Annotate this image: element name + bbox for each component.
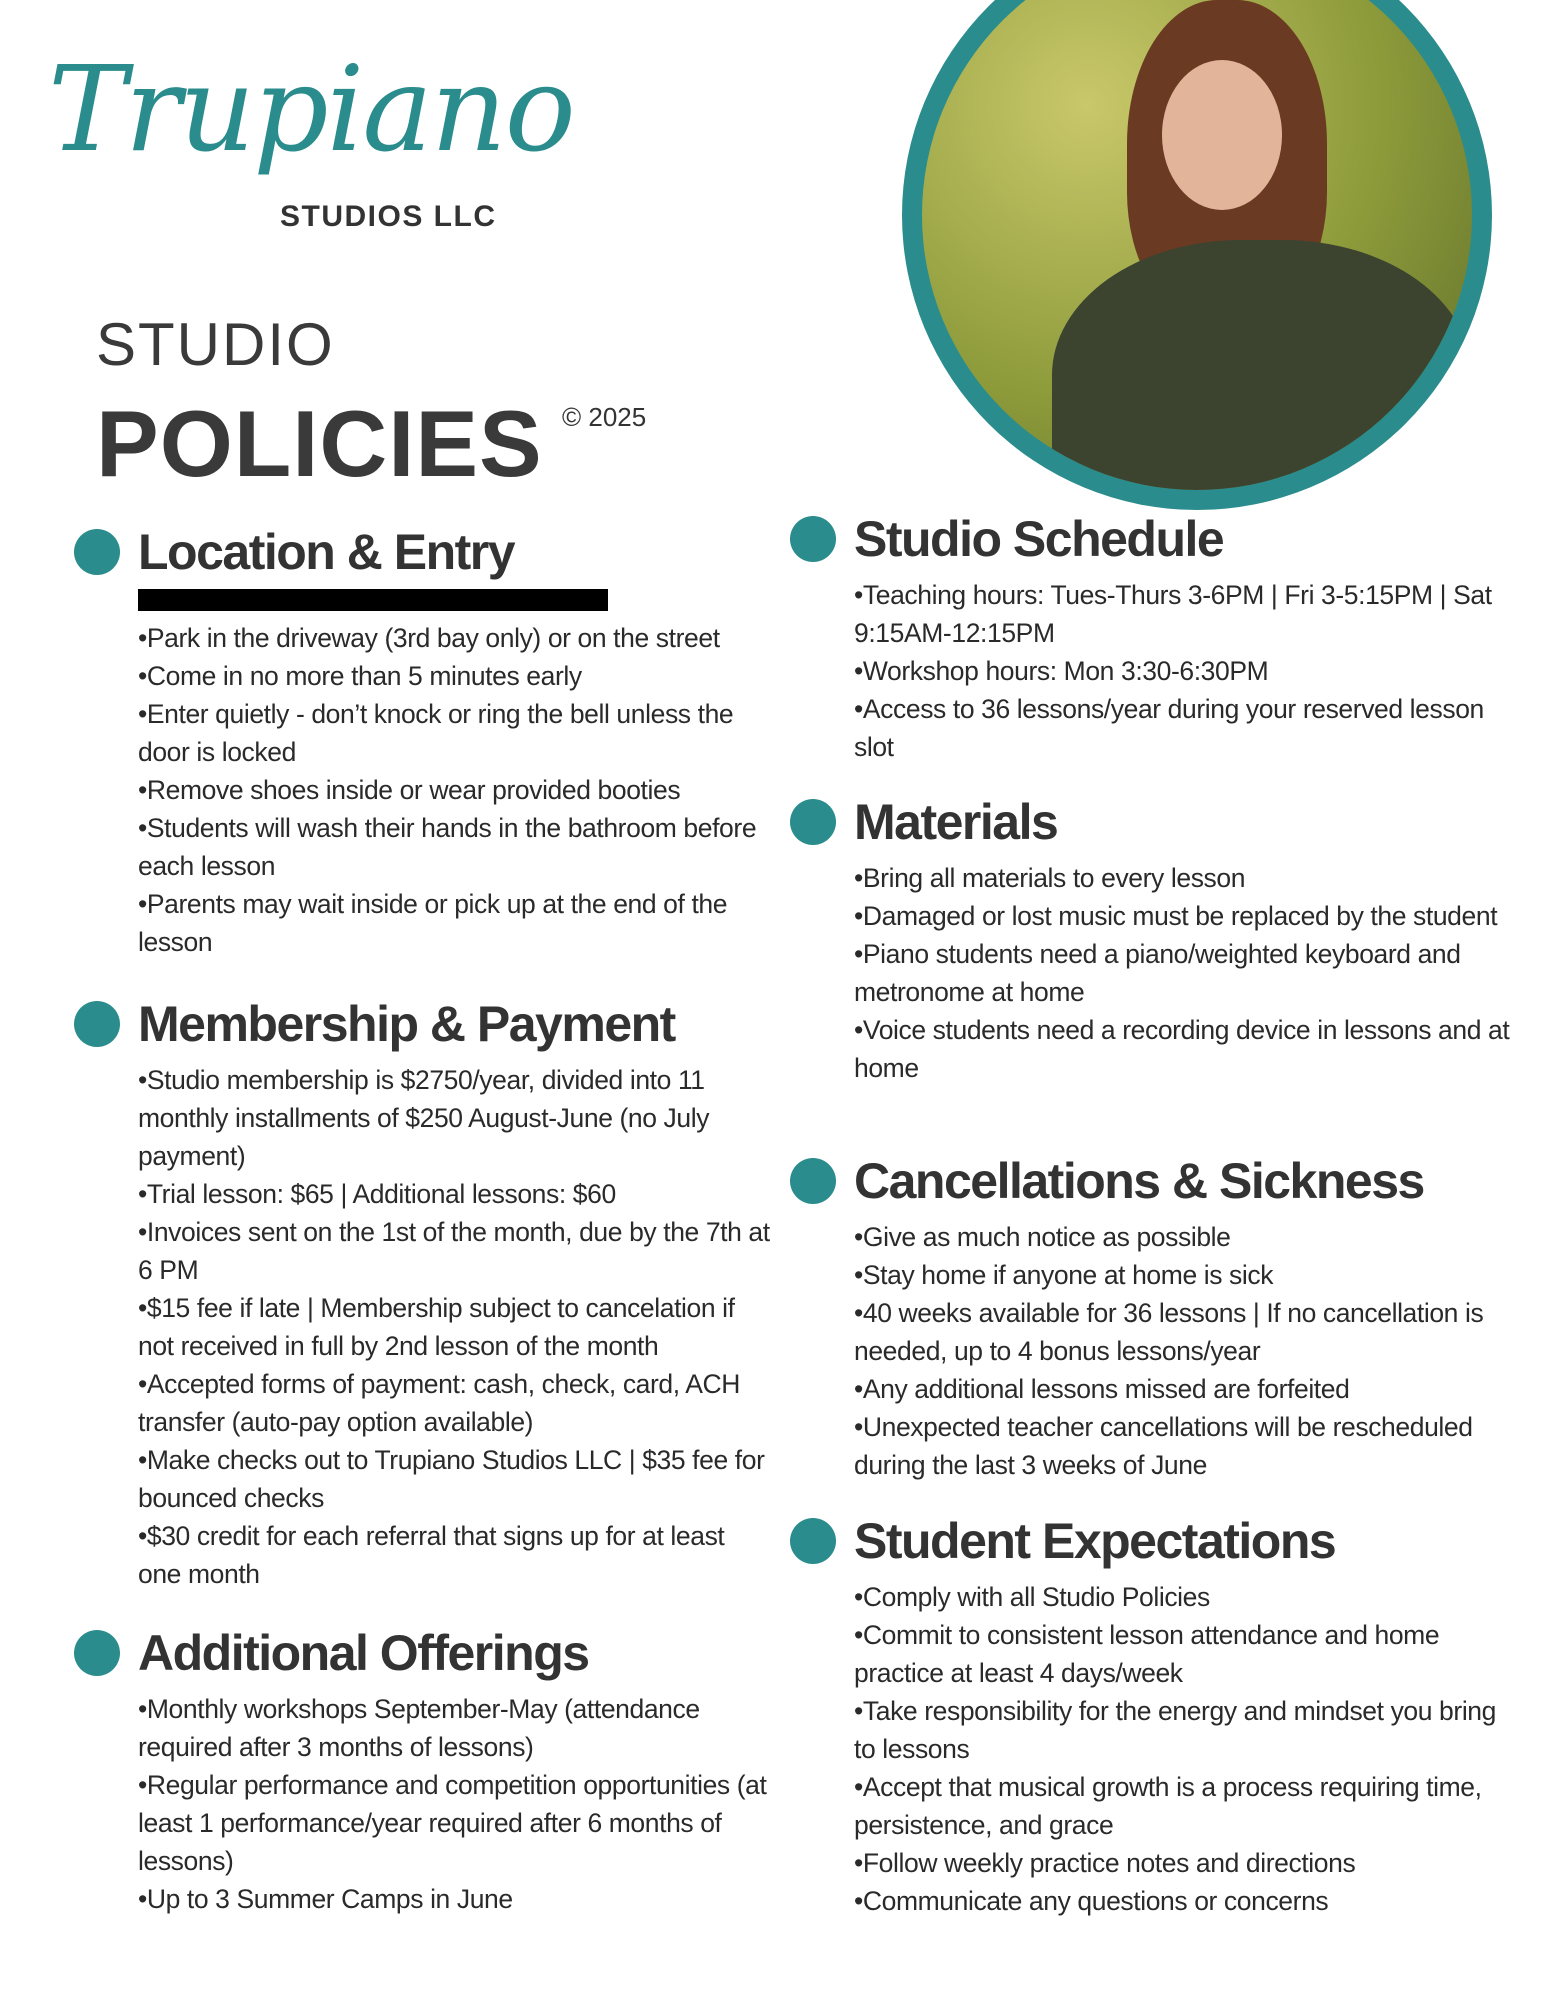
section-header: [790, 1152, 1510, 1210]
list-item: •Remove shoes inside or wear provided booties: [138, 775, 681, 805]
list-item: •40 weeks available for 36 lessons | If no cancellation is needed, up to 4 bonus lessons/year: [854, 1298, 1484, 1366]
teacher-photo: [902, 0, 1492, 510]
list-item: •Workshop hours: Mon 3:30-6:30PM: [854, 656, 1269, 686]
section-cancellations-sickness: [790, 1152, 1510, 1484]
list-item: •Access to 36 lessons/year during your reserved lesson slot: [854, 694, 1484, 762]
list-item: •Damaged or lost music must be replaced by the student: [854, 901, 1498, 931]
section-student-expectations: [790, 1512, 1510, 1920]
studio-logo: [48, 40, 574, 260]
list-item: •Park in the driveway (3rd bay only) or on the street: [138, 623, 720, 653]
section-title: Student Expectations: [854, 1513, 1336, 1569]
list-item: •Trial lesson: $65 | Additional lessons: $60: [138, 1179, 616, 1209]
list-item: •Accepted forms of payment: cash, check, card, ACH transfer (auto-pay option available): [138, 1369, 740, 1437]
list-item: •Comply with all Studio Policies: [854, 1582, 1210, 1612]
section-additional-offerings: [74, 1624, 774, 1918]
page-title-line1: STUDIO: [96, 311, 335, 378]
section-list: [138, 1690, 774, 1918]
redaction-bar: [138, 589, 608, 611]
list-item: •$30 credit for each referral that signs up for at least one month: [138, 1521, 725, 1589]
list-item: •Communicate any questions or concerns: [854, 1886, 1329, 1916]
list-item: •Take responsibility for the energy and mindset you bring to lessons: [854, 1696, 1496, 1764]
list-item: •Students will wash their hands in the bathroom before each lesson: [138, 813, 757, 881]
bullet-dot-icon: [74, 1630, 120, 1676]
list-item: •Parents may wait inside or pick up at the end of the lesson: [138, 889, 728, 957]
list-item: •Invoices sent on the 1st of the month, due by the 7th at 6 PM: [138, 1217, 770, 1285]
section-list: [138, 589, 774, 961]
bullet-dot-icon: [790, 1158, 836, 1204]
section-header: [74, 523, 774, 581]
section-materials: [790, 793, 1510, 1087]
list-item: •Make checks out to Trupiano Studios LLC | $35 fee for bounced checks: [138, 1445, 765, 1513]
bullet-dot-icon: [790, 1518, 836, 1564]
section-title: Studio Schedule: [854, 511, 1224, 567]
list-item: •Teaching hours: Tues-Thurs 3-6PM | Fri 3-5:15PM | Sat 9:15AM-12:15PM: [854, 580, 1492, 648]
list-item: •Monthly workshops September-May (attendance required after 3 months of lessons): [138, 1694, 700, 1762]
bullet-dot-icon: [790, 799, 836, 845]
section-title: Cancellations & Sickness: [854, 1153, 1424, 1209]
page-title-line2: POLICIES: [96, 391, 543, 496]
section-title: Membership & Payment: [138, 996, 675, 1052]
redacted-address-line: [138, 589, 774, 611]
teacher-photo-image: [922, 0, 1472, 490]
list-item: •Come in no more than 5 minutes early: [138, 661, 582, 691]
logo-script-text: Trupiano: [48, 40, 574, 178]
list-item: •Bring all materials to every lesson: [854, 863, 1246, 893]
section-header: [790, 510, 1510, 568]
section-studio-schedule: [790, 510, 1510, 766]
bullet-dot-icon: [74, 529, 120, 575]
bullet-dot-icon: [790, 516, 836, 562]
list-item: •Follow weekly practice notes and directions: [854, 1848, 1356, 1878]
section-membership-payment: [74, 995, 774, 1593]
list-item: •Voice students need a recording device in lessons and at home: [854, 1015, 1510, 1083]
section-list: [854, 859, 1510, 1087]
copyright-notice: © 2025: [562, 402, 647, 432]
section-title: Additional Offerings: [138, 1625, 589, 1681]
list-item: •Studio membership is $2750/year, divided into 11 monthly installments of $250 August-June (no July payment): [138, 1065, 710, 1171]
list-item: •Any additional lessons missed are forfeited: [854, 1374, 1350, 1404]
section-title: Materials: [854, 794, 1058, 850]
list-item: •$15 fee if late | Membership subject to cancelation if not received in full by 2nd lesson of the month: [138, 1293, 735, 1361]
list-item: •Accept that musical growth is a process requiring time, persistence, and grace: [854, 1772, 1482, 1840]
list-item: •Give as much notice as possible: [854, 1222, 1231, 1252]
list-item: •Unexpected teacher cancellations will be rescheduled during the last 3 weeks of June: [854, 1412, 1473, 1480]
list-item: •Enter quietly - don’t knock or ring the bell unless the door is locked: [138, 699, 734, 767]
list-item: •Piano students need a piano/weighted keyboard and metronome at home: [854, 939, 1461, 1007]
section-header: [74, 1624, 774, 1682]
section-list: [854, 1578, 1510, 1920]
section-list: [138, 1061, 774, 1593]
section-list: [854, 1218, 1510, 1484]
section-header: [74, 995, 774, 1053]
list-item: •Up to 3 Summer Camps in June: [138, 1884, 513, 1914]
section-title: Location & Entry: [138, 524, 515, 580]
bullet-dot-icon: [74, 1001, 120, 1047]
section-list: [854, 576, 1510, 766]
section-location-entry: [74, 523, 774, 961]
list-item: •Stay home if anyone at home is sick: [854, 1260, 1274, 1290]
photo-body-shape: [1052, 240, 1472, 490]
list-item: •Commit to consistent lesson attendance and home practice at least 4 days/week: [854, 1620, 1440, 1688]
list-item: •Regular performance and competition opportunities (at least 1 performance/year required after 6 months of lessons): [138, 1770, 767, 1876]
section-header: [790, 793, 1510, 851]
section-header: [790, 1512, 1510, 1570]
logo-subtitle: STUDIOS LLC: [280, 200, 497, 233]
photo-face-shape: [1162, 60, 1282, 210]
